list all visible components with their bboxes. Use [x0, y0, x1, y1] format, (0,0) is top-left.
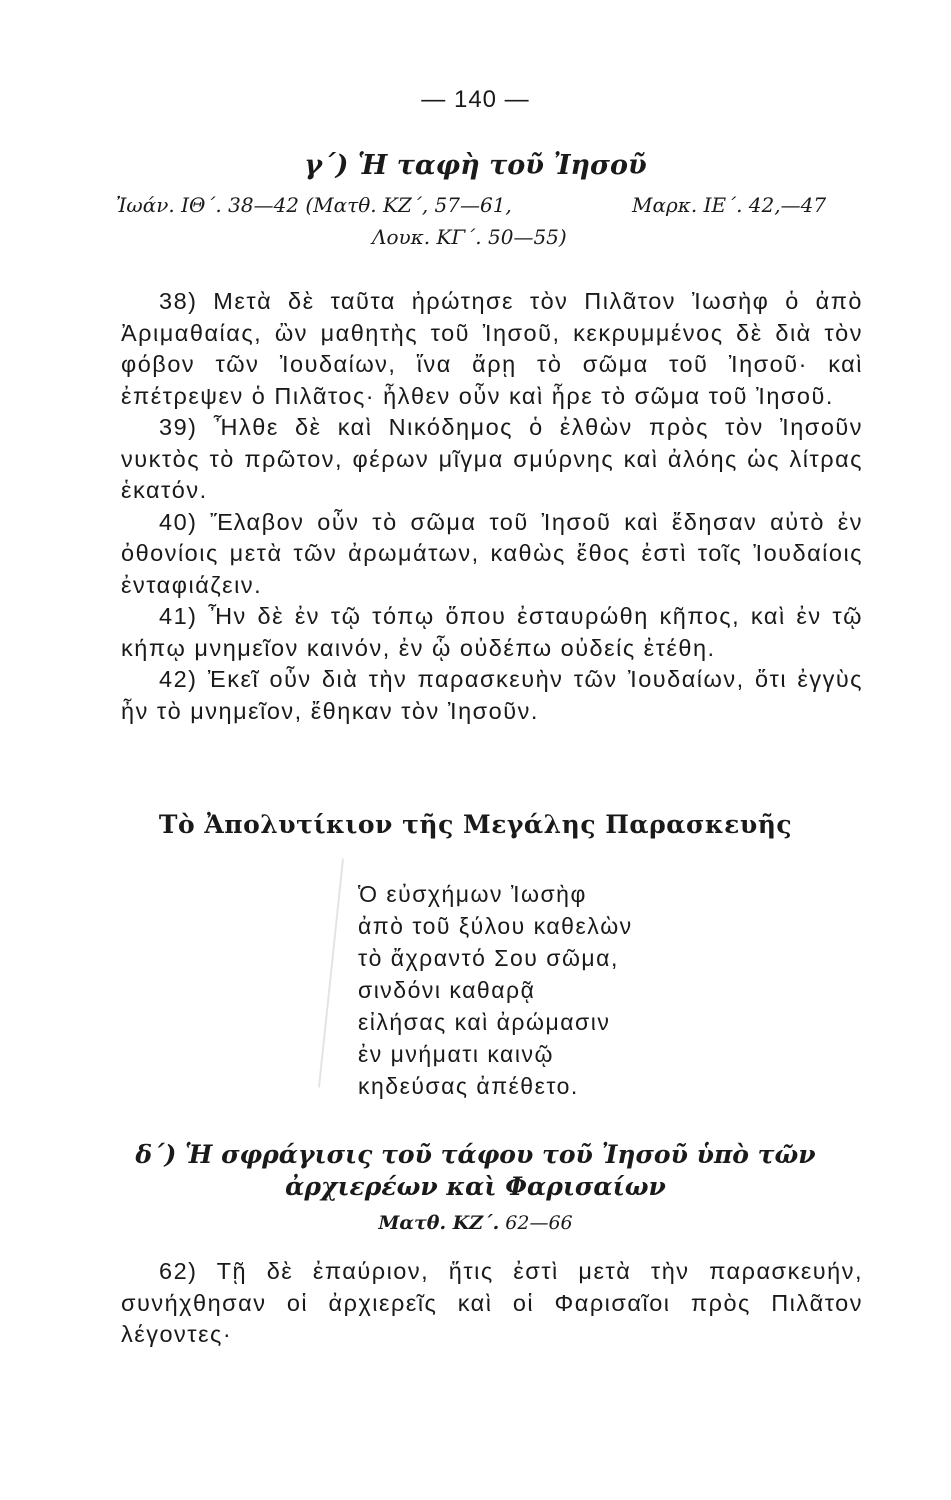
- section-title-delta-line-2: ἀρχιερέων καὶ Φαρισαίων: [285, 1172, 666, 1201]
- page-number: — 140 —: [421, 86, 530, 113]
- reference-book: Ματθ. ΚΖ΄.: [378, 1212, 500, 1234]
- verse-38: 38) Μετὰ δὲ ταῦτα ἠρώτησε τὸν Πιλᾶτον Ἰωσὴφ ὁ ἀπὸ Ἀριμαθαίας, ὢν μαθητὴς τοῦ Ἰησοῦ, κεκρυμμένος δὲ διὰ τὸν φόβον τῶν Ἰουδαίων, ἵνα ἄρῃ τὸ σῶμα τοῦ Ἰησοῦ· καὶ ἐπέτρεψεν ὁ Πιλᾶτος· ἦλθεν οὖν καὶ ἦρε τὸ σῶμα τοῦ Ἰησοῦ.: [121, 288, 863, 409]
- hymn-title: Τὸ Ἀπολυτίκιον τῆς Μεγάλης Παρασκευῆς: [158, 810, 793, 839]
- gospel-passage-delta: [121, 1256, 863, 1351]
- hymn-line: σινδόνι καθαρᾷ: [358, 977, 536, 1003]
- scripture-reference-line-2: Λουκ. ΚΓ΄. 50—55): [372, 225, 567, 249]
- scripture-reference-mark: Μαρκ. ΙΕ΄. 42,—47: [632, 193, 827, 217]
- gospel-passage: [121, 286, 863, 727]
- verse-40: 40) Ἔλαβον οὖν τὸ σῶμα τοῦ Ἰησοῦ καὶ ἔδησαν αὐτὸ ἐν ὀθονίοις μετὰ τῶν ἀρωμάτων, καθὼς ἔθος ἐστὶ τοῖς Ἰουδαίοις ἐνταφιάζειν.: [121, 508, 863, 598]
- hymn-line: εἰλήσας καὶ ἀρώμασιν: [358, 1009, 611, 1035]
- apolytikion-hymn: [358, 878, 633, 1102]
- reference-range: 62—66: [505, 1212, 573, 1234]
- scripture-reference-delta: [0, 1212, 951, 1234]
- section-title-delta-line-1: δ΄) Ἡ σφράγισις τοῦ τάφου τοῦ Ἰησοῦ ὑπὸ τῶν: [135, 1140, 816, 1169]
- verse-42: 42) Ἐκεῖ οὖν διὰ τὴν παρασκευὴν τῶν Ἰουδαίων, ὅτι ἐγγὺς ἦν τὸ μνημεῖον, ἔθηκαν τὸν Ἰησοῦν.: [121, 666, 863, 724]
- hymn-line: Ὁ εὐσχήμων Ἰωσὴφ: [358, 881, 587, 907]
- verse-39: 39) Ἦλθε δὲ καὶ Νικόδημος ὁ ἐλθὼν πρὸς τὸν Ἰησοῦν νυκτὸς τὸ πρῶτον, φέρων μῖγμα σμύρνης καὶ ἀλόης ὡς λίτρας ἑκατόν.: [121, 414, 863, 503]
- hymn-line: κηδεύσας ἀπέθετο.: [358, 1073, 579, 1099]
- scripture-reference-line-1: Ἰωάν. ΙΘ΄. 38—42 (Ματθ. ΚΖ΄, 57—61,: [116, 193, 512, 217]
- hymn-line: τὸ ἄχραντό Σου σῶμα,: [358, 945, 619, 971]
- hymn-line: ἐν μνήματι καινῷ: [358, 1041, 554, 1067]
- section-title-gamma: γ΄) Ἡ ταφὴ τοῦ Ἰησοῦ: [304, 150, 647, 181]
- hymn-line: ἀπὸ τοῦ ξύλου καθελὼν: [358, 913, 633, 939]
- verse-62: 62) Τῇ δὲ ἐπαύριον, ἥτις ἐστὶ μετὰ τὴν παρασκευήν, συνήχθησαν οἱ ἀρχιερεῖς καὶ οἱ Φαρισαῖοι πρὸς Πιλᾶτον λέγοντες·: [121, 1258, 863, 1347]
- verse-41: 41) Ἦν δὲ ἐν τῷ τόπῳ ὅπου ἐσταυρώθη κῆπος, καὶ ἐν τῷ κήπῳ μνημεῖον καινόν, ἐν ᾧ οὐδέπω οὐδείς ἐτέθη.: [121, 603, 863, 661]
- faint-scan-mark: [318, 859, 344, 1088]
